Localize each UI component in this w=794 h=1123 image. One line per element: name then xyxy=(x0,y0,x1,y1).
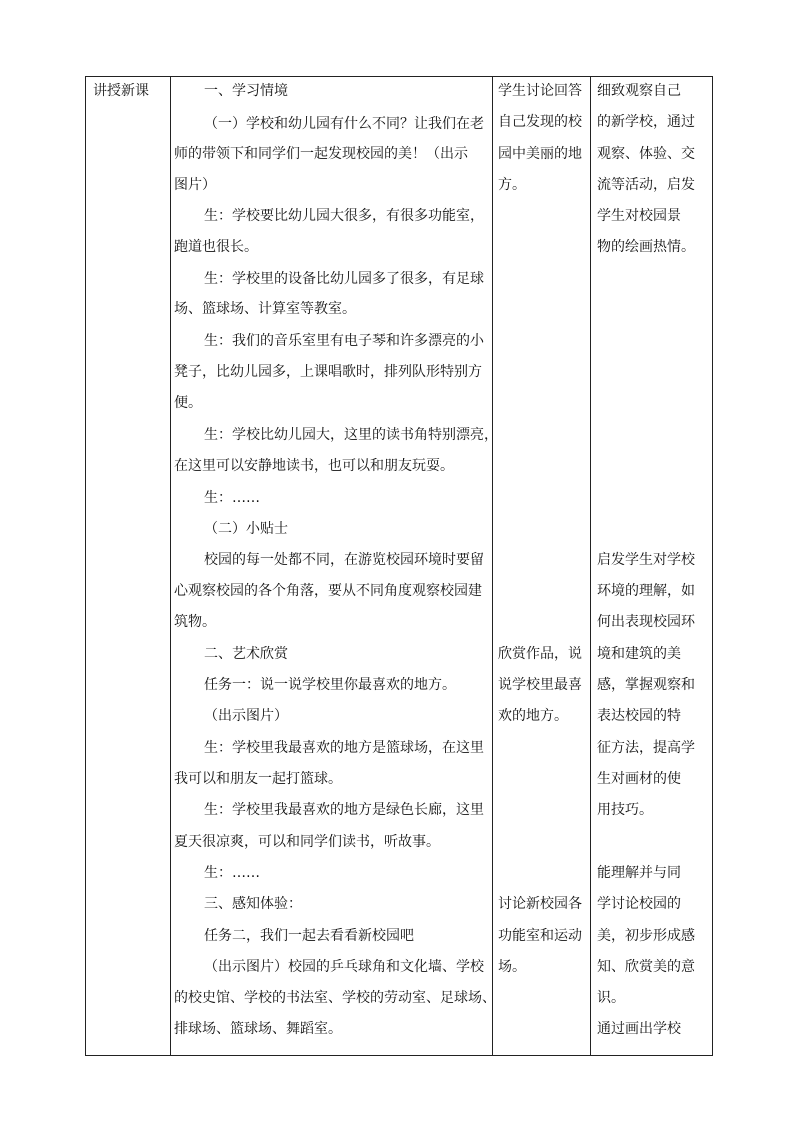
intent-line: 表达校园的特 xyxy=(597,708,681,724)
content-line: 二、艺术欣赏 xyxy=(204,646,288,662)
content-line: 生：学校要比幼儿园大很多，有很多功能室， xyxy=(204,208,484,224)
student-line: 方。 xyxy=(498,177,526,193)
student-activity-cell xyxy=(493,77,591,1056)
content-line: 生：学校里我最喜欢的地方是绿色长廊，这里 xyxy=(204,802,484,818)
student-line: 欢的地方。 xyxy=(498,708,568,724)
section-label: 讲授新课 xyxy=(93,83,149,99)
intent-line: 环境的理解，如 xyxy=(597,583,695,599)
lesson-plan-table xyxy=(85,76,713,1056)
content-line: 的校史馆、学校的书法室、学校的劳动室、足球场、 xyxy=(174,990,496,1006)
content-line: 生：…… xyxy=(204,865,260,881)
student-line: 场。 xyxy=(498,959,526,975)
content-line: 跑道也很长。 xyxy=(174,239,258,255)
content-line: 生：学校比幼儿园大，这里的读书角特别漂亮， xyxy=(204,427,498,443)
intent-line: 物的绘画热情。 xyxy=(597,239,695,255)
intent-line: 的新学校，通过 xyxy=(597,114,695,130)
content-line: 夏天很凉爽，可以和同学们读书，听故事。 xyxy=(174,834,440,850)
intent-line: 通过画出学校 xyxy=(597,1021,681,1037)
content-line: 生：学校里我最喜欢的地方是篮球场，在这里 xyxy=(204,740,484,756)
content-line: 生：…… xyxy=(204,490,260,506)
content-line: 我可以和朋友一起打篮球。 xyxy=(174,771,342,787)
content-line: 心观察校园的各个角落，要从不同角度观察校园建 xyxy=(174,583,482,599)
intent-line: 感，掌握观察和 xyxy=(597,677,695,693)
student-line: 说学校里最喜 xyxy=(498,677,582,693)
content-line: （一）学校和幼儿园有什么不同？让我们在老 xyxy=(204,116,484,132)
intent-line: 知、欣赏美的意 xyxy=(597,959,695,975)
content-line: 筑物。 xyxy=(174,614,216,630)
section-cell xyxy=(86,77,171,1056)
student-line: 学生讨论回答 xyxy=(498,83,582,99)
content-line: 任务二，我们一起去看看新校园吧 xyxy=(204,928,414,944)
content-line: 场、篮球场、计算室等教室。 xyxy=(174,301,356,317)
student-line: 自己发现的校 xyxy=(498,114,582,130)
intent-line: 美，初步形成感 xyxy=(597,928,695,944)
intent-line: 学讨论校园的 xyxy=(597,896,681,912)
content-line: 生：我们的音乐室里有电子琴和许多漂亮的小 xyxy=(204,333,484,349)
student-line: 欣赏作品，说 xyxy=(498,646,582,662)
intent-line: 征方法，提高学 xyxy=(597,740,695,756)
intent-line: 境和建筑的美 xyxy=(597,646,681,662)
intent-line: 何出表现校园环 xyxy=(597,614,695,630)
content-line: （出示图片）校园的乒乓球角和文化墙、学校 xyxy=(204,959,484,975)
intent-line: 识。 xyxy=(597,990,625,1006)
content-line: 排球场、篮球场、舞蹈室。 xyxy=(174,1021,342,1037)
content-line: （二）小贴士 xyxy=(204,521,288,537)
content-line: 生：学校里的设备比幼儿园多了很多，有足球 xyxy=(204,271,484,287)
intent-line: 生对画材的使 xyxy=(597,771,681,787)
content-line: 便。 xyxy=(174,395,202,411)
intent-line: 用技巧。 xyxy=(597,802,653,818)
student-line: 功能室和运动 xyxy=(498,928,582,944)
content-line: 任务一：说一说学校里你最喜欢的地方。 xyxy=(204,677,456,693)
content-line: 一、学习情境 xyxy=(204,83,288,99)
content-line: 校园的每一处都不同，在游览校园环境时要留 xyxy=(204,552,484,568)
intent-line: 细致观察自己 xyxy=(597,83,681,99)
design-intent-cell xyxy=(591,77,713,1056)
content-line: 凳子，比幼儿园多，上课唱歌时，排列队形特别方 xyxy=(174,364,482,380)
content-line: 图片） xyxy=(174,177,216,193)
intent-line: 启发学生对学校 xyxy=(597,552,695,568)
content-line: 三、感知体验： xyxy=(204,896,302,912)
table-row xyxy=(86,77,713,1056)
content-line: 在这里可以安静地读书，也可以和朋友玩耍。 xyxy=(174,458,454,474)
intent-line: 能理解并与同 xyxy=(597,865,681,881)
intent-line: 学生对校园景 xyxy=(597,208,681,224)
intent-line: 流等活动，启发 xyxy=(597,177,695,193)
content-line: （出示图片） xyxy=(204,708,288,724)
student-line: 讨论新校园各 xyxy=(498,896,582,912)
content-cell xyxy=(171,77,498,1056)
intent-line: 观察、体验、交 xyxy=(597,146,695,162)
content-line: 师的带领下和同学们一起发现校园的美！（出示 xyxy=(174,146,468,162)
student-line: 园中美丽的地 xyxy=(498,146,582,162)
